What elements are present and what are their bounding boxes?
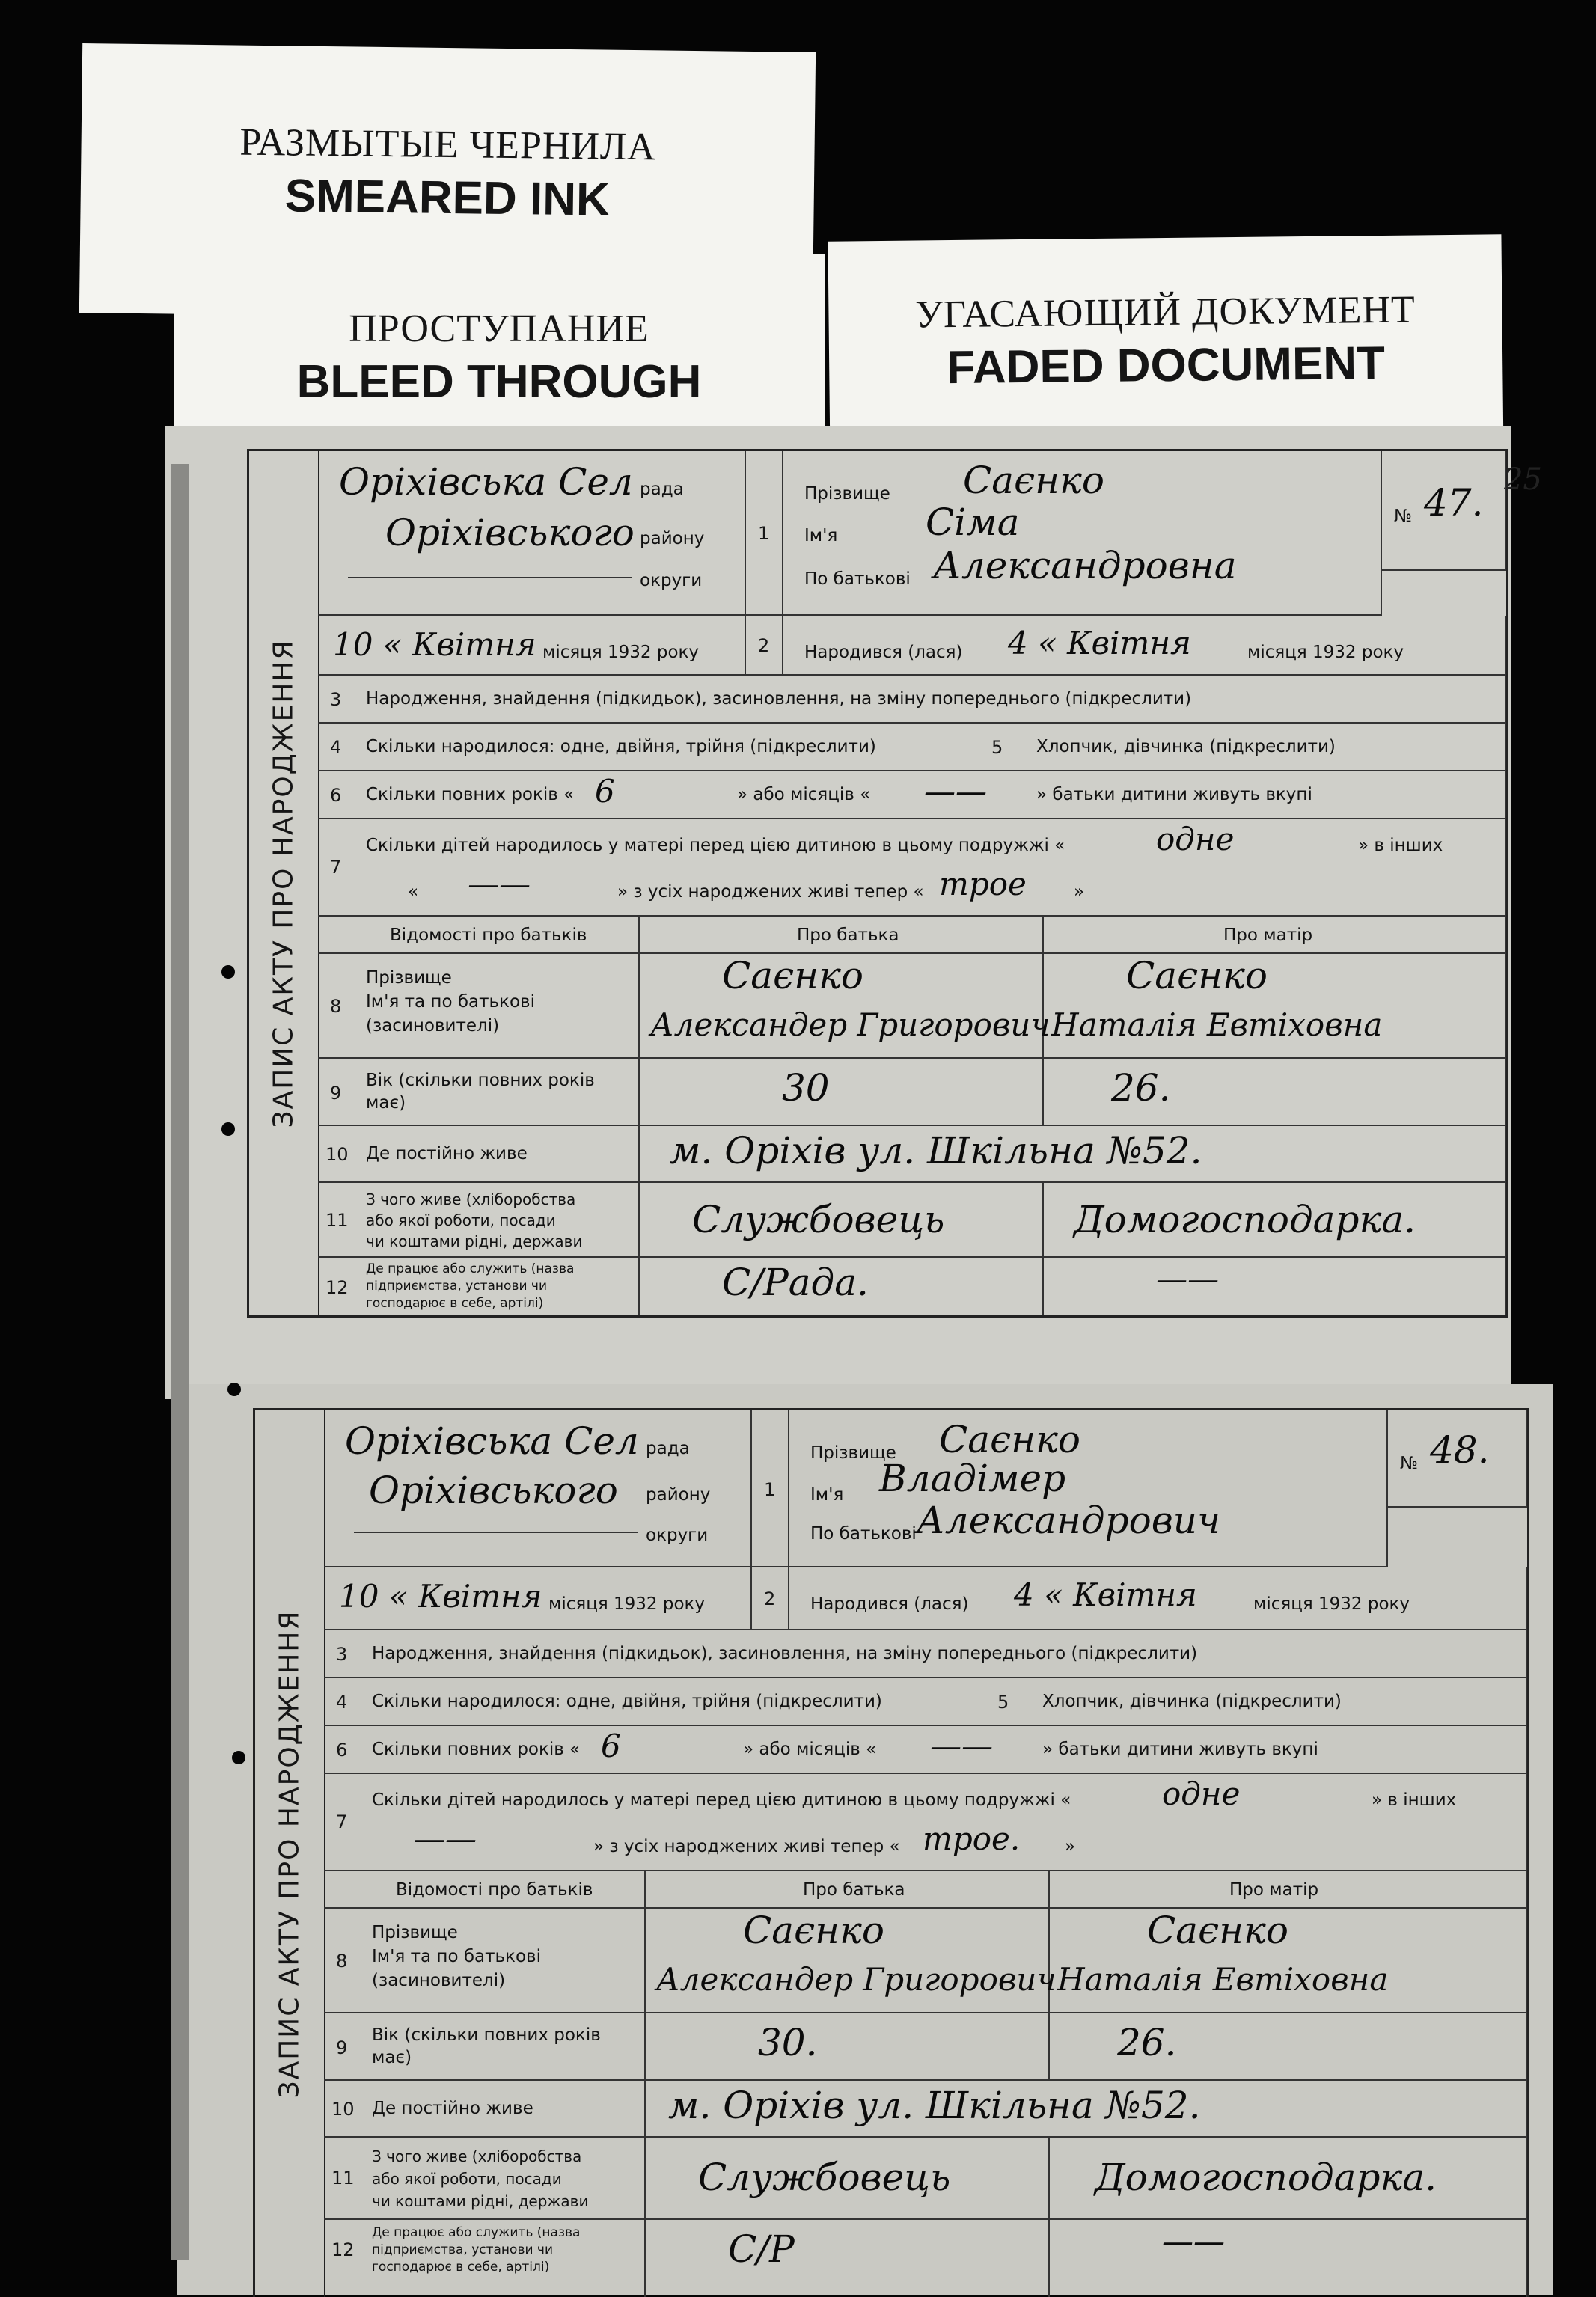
- child-name: Сіма: [926, 501, 1020, 544]
- children-other: ——: [468, 866, 531, 902]
- row-7: 7 Скільки дітей народилось у матері перед цією дитиною в цьому подружжі « одне » в інших —— » з усіх народжених живі тепер « трое. »: [324, 1774, 1527, 1871]
- row-7-text: Скільки дітей народилось у матері перед цією дитиною в цьому подружжі «: [372, 1790, 1071, 1810]
- row-9-label: 9 Вік (скільки повних років має): [324, 2013, 646, 2081]
- mother-full-name: Наталія Евтіховна: [1051, 1006, 1383, 1043]
- row-7-quote: «: [408, 882, 419, 902]
- row-6-end-label: » батьки дитини живуть вкупі: [1042, 1740, 1318, 1759]
- row-7-close-quote: »: [1074, 882, 1085, 902]
- rayon-label: району: [646, 1485, 711, 1505]
- birth-record-form-48: [253, 1408, 1529, 2297]
- row-9-text: Вік (скільки повних років має): [372, 2025, 601, 2067]
- surname-label: Прізвище: [810, 1443, 896, 1463]
- child-names: [789, 1410, 1388, 1567]
- registry-header: [324, 1410, 752, 1567]
- row-6-end-label: » батьки дитини живуть вкупі: [1036, 785, 1312, 804]
- parents-header: [318, 917, 640, 954]
- children-before: одне: [1162, 1775, 1241, 1812]
- row-6-months-label: » або місяців «: [743, 1740, 877, 1759]
- row-9-label: 9 Вік (скільки повних років має): [318, 1059, 640, 1126]
- father-surname: Саєнко: [743, 1909, 884, 1952]
- mother-name-cell: [1044, 954, 1506, 1059]
- row-4-text: Скільки народилося: одне, двійня, трійня (підкреслити): [372, 1692, 882, 1711]
- father-full-name: Александер Григорович: [656, 1961, 1057, 1998]
- row-5-text: Хлопчик, дівчинка (підкреслити): [1036, 737, 1336, 756]
- page-number: 25: [1504, 462, 1542, 497]
- mother-work-cell: [1044, 1258, 1506, 1315]
- father-age: 30.: [758, 2021, 818, 2064]
- registration-date: [324, 1567, 752, 1630]
- row-8-label: 8 Прізвище Ім'я та по батькові (засиновителі): [318, 954, 640, 1059]
- mother-work-cell: [1050, 2220, 1527, 2297]
- mother-occupation: Домогосподарка.: [1095, 2156, 1437, 2199]
- sheet-torn-edge: [171, 464, 189, 2260]
- record-number-box: [1382, 451, 1506, 571]
- record-number: 47.: [1424, 481, 1484, 524]
- mother-age: 26.: [1117, 2021, 1177, 2064]
- row-8-text: Прізвище Ім'я та по батькові (засиновителі): [366, 968, 535, 1036]
- tag-en-label: FADED DOCUMENT: [947, 337, 1386, 394]
- registration-date-label: місяця 1932 року: [548, 1594, 706, 1614]
- rada-label: рада: [640, 480, 684, 499]
- father-header: [640, 917, 1044, 954]
- mother-occupation-cell: [1050, 2138, 1527, 2220]
- father-work: С/Р: [728, 2227, 795, 2271]
- birth-month-label: місяця 1932 року: [1247, 643, 1404, 662]
- row-5-text: Хлопчик, дівчинка (підкреслити): [1042, 1692, 1342, 1711]
- rayon-value: Оріхівського: [385, 511, 635, 554]
- registration-date-value: 10 « Квітня: [333, 626, 536, 663]
- row-8-label: 8 Прізвище Ім'я та по батькові (засиновителі): [324, 1909, 646, 2013]
- tag-ru-label: РАЗМЫТЫЕ ЧЕРНИЛА: [239, 120, 657, 169]
- form-side-title: ЗАПИС АКТУ ПРО НАРОДЖЕННЯ: [255, 1410, 325, 2297]
- father-work: С/Рада.: [722, 1261, 869, 1304]
- name-label: Ім'я: [810, 1485, 844, 1505]
- row-11-text: З чого живе (хліборобства або якої роботи, посади чи коштами рідні, держави: [372, 2147, 589, 2210]
- tag-ru-label: УГАСАЮЩИЙ ДОКУМЕНТ: [914, 288, 1416, 337]
- row-10-label: 10 Де постійно живе: [318, 1126, 640, 1183]
- mother-surname: Саєнко: [1147, 1909, 1288, 1952]
- mother-header: [1044, 917, 1506, 954]
- mother-header-text: Про матір: [1223, 926, 1313, 945]
- row-6: 6 Скільки повних років « 6 » або місяців « —— » батьки дитини живуть вкупі: [324, 1726, 1527, 1774]
- child-surname: Саєнко: [939, 1418, 1080, 1461]
- punch-hole: [227, 1383, 241, 1396]
- parents-header: [324, 1871, 646, 1909]
- father-surname: Саєнко: [722, 954, 863, 997]
- mother-header-text: Про матір: [1229, 1880, 1319, 1900]
- birth-date-value: 4 « Квітня: [1008, 625, 1191, 661]
- father-work-cell: [640, 1258, 1044, 1315]
- parents-header-text: Відомості про батьків: [390, 926, 587, 945]
- rayon-label: району: [640, 529, 705, 548]
- record-number-box: [1388, 1410, 1527, 1508]
- tag-en-label: BLEED THROUGH: [296, 356, 702, 408]
- tag-en-label: SMEARED INK: [284, 170, 611, 226]
- surname-label: Прізвище: [804, 484, 890, 504]
- born-label: Народився (лася): [810, 1594, 969, 1614]
- row-number: 2: [746, 616, 783, 676]
- row-6-text: Скільки повних років «: [366, 785, 575, 804]
- birth-date: [789, 1567, 1527, 1630]
- child-names: [783, 451, 1382, 616]
- months-together: ——: [924, 773, 987, 810]
- row-number: 1: [752, 1410, 789, 1567]
- address-cell: [646, 2081, 1527, 2138]
- rada-value: Оріхівська Сел: [345, 1419, 639, 1463]
- name-label: Ім'я: [804, 526, 838, 545]
- row-3: 3 Народження, знайдення (підкидьок), засиновлення, на зміну попереднього (підкреслити): [318, 676, 1506, 724]
- registration-date-value: 10 « Квітня: [339, 1578, 542, 1615]
- children-other: ——: [414, 1820, 477, 1857]
- okrugy-line: [354, 1532, 638, 1533]
- mother-age-cell: [1050, 2013, 1527, 2081]
- registration-date-label: місяця 1932 року: [542, 643, 700, 662]
- row-7-close-quote: »: [1065, 1837, 1076, 1856]
- record-number: 48.: [1430, 1428, 1490, 1472]
- child-name: Владімер: [879, 1457, 1066, 1500]
- row-7-text: Скільки дітей народилось у матері перед цією дитиною в цьому подружжі «: [366, 836, 1065, 855]
- mother-header: [1050, 1871, 1527, 1909]
- row-11-label: 11 З чого живе (хліборобства або якої роботи, посади чи коштами рідні, держави: [318, 1183, 640, 1258]
- address-cell: [640, 1126, 1506, 1183]
- mother-work: ——: [1162, 2223, 1225, 2260]
- father-header-text: Про батька: [803, 1880, 905, 1900]
- father-occupation: Службовець: [698, 2156, 951, 2199]
- rayon-value: Оріхівського: [369, 1469, 618, 1512]
- row-3: 3 Народження, знайдення (підкидьок), засиновлення, на зміну попереднього (підкреслити): [324, 1630, 1527, 1678]
- row-4-5: 4 Скільки народилося: одне, двійня, трійня (підкреслити) 5 Хлопчик, дівчинка (підкреслити): [318, 724, 1506, 771]
- row-9-text: Вік (скільки повних років має): [366, 1071, 595, 1113]
- years-together: 6: [601, 1728, 621, 1764]
- punch-hole: [221, 1122, 235, 1136]
- row-11-label: 11 З чого живе (хліборобства або якої роботи, посади чи коштами рідні, держави: [324, 2138, 646, 2220]
- address: м. Оріхів ул. Шкільна №52.: [670, 1129, 1202, 1172]
- number-label: №: [1394, 507, 1412, 526]
- row-3-text: Народження, знайдення (підкидьок), засиновлення, на зміну попереднього (підкреслити): [366, 689, 1192, 709]
- months-together: ——: [930, 1728, 993, 1764]
- address: м. Оріхів ул. Шкільна №52.: [668, 2084, 1201, 2127]
- row-12-label: 12 Де працює або служить (назва підприємства, установи чи господарює в себе, артілі): [318, 1258, 640, 1315]
- punch-hole: [221, 965, 235, 979]
- rada-label: рада: [646, 1439, 690, 1458]
- father-work-cell: [646, 2220, 1050, 2297]
- child-surname: Саєнко: [963, 459, 1104, 502]
- row-12-text: Де працює або служить (назва підприємства, установи чи господарює в себе, артілі): [372, 2225, 581, 2275]
- row-7-other-label: » в інших: [1372, 1790, 1457, 1810]
- registration-date: [318, 616, 746, 676]
- father-age-cell: [640, 1059, 1044, 1126]
- years-together: 6: [595, 773, 615, 810]
- row-7-alive-label: » з усіх народжених живі тепер «: [593, 1837, 900, 1856]
- row-7-other-label: » в інших: [1358, 836, 1443, 855]
- tag-ru-label: ПРОСТУПАНИЕ: [349, 308, 649, 350]
- mother-occupation: Домогосподарка.: [1074, 1198, 1416, 1241]
- row-3-text: Народження, знайдення (підкидьок), засиновлення, на зміну попереднього (підкреслити): [372, 1644, 1198, 1663]
- father-occupation: Службовець: [692, 1198, 945, 1241]
- birth-date-value: 4 « Квітня: [1014, 1576, 1197, 1613]
- okrugy-line: [348, 577, 632, 578]
- mother-occupation-cell: [1044, 1183, 1506, 1258]
- patronymic-label: По батькові: [804, 569, 911, 589]
- row-12-text: Де працює або служить (назва підприємства, установи чи господарює в себе, артілі): [366, 1261, 575, 1311]
- registry-header: [318, 451, 746, 616]
- row-number: 1: [746, 451, 783, 616]
- row-12-label: 12 Де працює або служить (назва підприємства, установи чи господарює в себе, артілі): [324, 2220, 646, 2297]
- alive-now: трое: [939, 866, 1027, 902]
- row-7: 7 Скільки дітей народилось у матері перед цією дитиною в цьому подружжі « одне » в інших « —— » з усіх народжених живі тепер « трое »: [318, 819, 1506, 917]
- patronymic-label: По батькові: [810, 1524, 917, 1544]
- row-6: 6 Скільки повних років « 6 » або місяців « —— » батьки дитини живуть вкупі: [318, 771, 1506, 819]
- row-6-months-label: » або місяців «: [737, 785, 871, 804]
- father-occupation-cell: [640, 1183, 1044, 1258]
- birth-month-label: місяця 1932 року: [1253, 1594, 1410, 1614]
- row-4-5: 4 Скільки народилося: одне, двійня, трійня (підкреслити) 5 Хлопчик, дівчинка (підкреслити): [324, 1678, 1527, 1726]
- row-number: 2: [752, 1567, 789, 1630]
- father-full-name: Александер Григорович: [650, 1006, 1051, 1043]
- okrugy-label: округи: [640, 571, 703, 590]
- mother-work: ——: [1156, 1261, 1219, 1297]
- row-11-text: З чого живе (хліборобства або якої роботи, посади чи коштами рідні, держави: [366, 1190, 583, 1250]
- row-8-text: Прізвище Ім'я та по батькові (засиновителі): [372, 1923, 541, 1990]
- father-age-cell: [646, 2013, 1050, 2081]
- number-label: №: [1400, 1454, 1418, 1473]
- born-label: Народився (лася): [804, 643, 963, 662]
- mother-full-name: Наталія Евтіховна: [1057, 1961, 1389, 1998]
- mother-age: 26.: [1111, 1066, 1171, 1110]
- form-side-title: ЗАПИС АКТУ ПРО НАРОДЖЕННЯ: [249, 451, 319, 1315]
- parents-header-text: Відомості про батьків: [396, 1880, 593, 1900]
- row-4-text: Скільки народилося: одне, двійня, трійня (підкреслити): [366, 737, 876, 756]
- punch-hole: [232, 1751, 245, 1764]
- row-6-text: Скільки повних років «: [372, 1740, 581, 1759]
- row-10-label: 10 Де постійно живе: [324, 2081, 646, 2138]
- father-header-text: Про батька: [797, 926, 899, 945]
- rada-value: Оріхівська Сел: [339, 460, 633, 504]
- children-before: одне: [1156, 821, 1235, 857]
- birth-record-form-47: [247, 449, 1508, 1318]
- row-10-text: Де постійно живе: [372, 2099, 533, 2118]
- mother-surname: Саєнко: [1126, 954, 1268, 997]
- father-occupation-cell: [646, 2138, 1050, 2220]
- father-header: [646, 1871, 1050, 1909]
- mother-age-cell: [1044, 1059, 1506, 1126]
- okrugy-label: округи: [646, 1526, 709, 1545]
- alive-now: трое.: [923, 1820, 1021, 1857]
- child-patronymic: Александровна: [933, 544, 1237, 587]
- birth-date: [783, 616, 1506, 676]
- child-patronymic: Александрович: [917, 1499, 1221, 1542]
- row-10-text: Де постійно живе: [366, 1144, 528, 1163]
- father-age: 30: [782, 1066, 830, 1110]
- father-name-cell: [640, 954, 1051, 1059]
- row-7-alive-label: » з усіх народжених живі тепер «: [617, 882, 924, 902]
- mother-name-cell: [1050, 1909, 1527, 2013]
- father-name-cell: [646, 1909, 1057, 2013]
